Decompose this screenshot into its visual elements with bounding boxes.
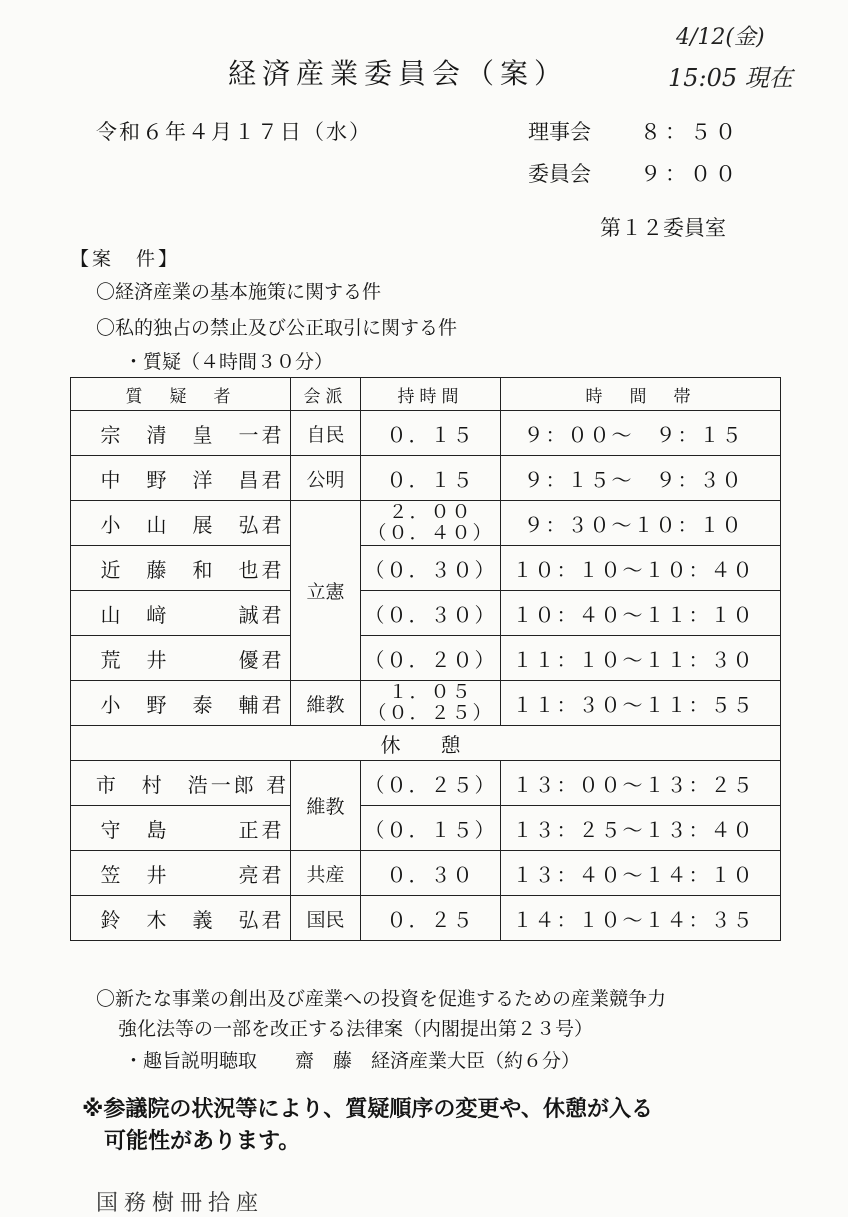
agenda-heading: 【案 件】 [70,248,181,270]
questioning-schedule-table [70,377,781,941]
board-meeting-label: 理事会 [528,120,591,144]
break-row [71,726,781,761]
allotted-time: ０．１５ [361,411,501,456]
committee-label: 委員会 [528,162,591,186]
document-title: 経済産業委員会（案） [228,57,569,90]
header-allotted-time: 持時間 [361,378,501,411]
questioner-name: 市 村 浩一郎 君 [71,761,291,806]
allotted-time-individual: （０．４０） [367,522,494,544]
bill-title-line2: 強化法等の一部を改正する法律案（内閣提出第２３号） [118,1018,594,1040]
party-cell: 自民 [291,411,361,456]
party-cell: 維教 [291,761,361,851]
party-cell: 維教 [291,681,361,726]
handwritten-time: 15:05 現在 [668,64,793,92]
party-cell: 立憲 [291,501,361,681]
table-row [71,411,781,456]
agenda-item: 〇経済産業の基本施策に関する件 [96,281,382,303]
allotted-time: （０．３０） [361,546,501,591]
agenda-item: 〇私的独占の禁止及び公正取引に関する件 [96,317,458,339]
table-row [71,896,781,941]
time-slot: １１：３０～１１：５５ [501,681,781,726]
questioning-label: ・質疑（４時間３０分） [124,351,334,373]
questioner-name: 近 藤 和 也君 [71,546,291,591]
time-slot: １０：１０～１０：４０ [501,546,781,591]
allotted-time: ０．１５ [361,456,501,501]
allotted-time [361,681,501,726]
allotted-time [361,501,501,546]
questioner-name: 小 山 展 弘君 [71,501,291,546]
handwritten-date: 4/12(金) [676,25,765,50]
questioner-name: 小 野 泰 輔君 [71,681,291,726]
header-party: 会派 [291,378,361,411]
questioner-name: 山 﨑 誠君 [71,591,291,636]
allotted-time: （０．２０） [361,636,501,681]
break-label: 休 憩 [71,726,781,761]
notice-line1: ※参議院の状況等により、質疑順序の変更や、休憩が入る [82,1097,653,1122]
allotted-time-total: ２．００ [388,501,473,523]
time-slot: ９：３０～１０：１０ [501,501,781,546]
time-slot: １４：１０～１４：３５ [501,896,781,941]
table-row [71,761,781,806]
allotted-time-total: １．０５ [388,681,473,703]
cut-off-footer-text: 国務樹冊拾座 [96,1191,265,1216]
time-slot: １３：００～１３：２５ [501,761,781,806]
notice-line2: 可能性があります。 [104,1129,301,1154]
questioner-name: 守 島 正君 [71,806,291,851]
questioner-name: 笠 井 亮君 [71,851,291,896]
questioner-name: 荒 井 優君 [71,636,291,681]
bill-explanation: ・趣旨説明聴取 齋 藤 経済産業大臣（約６分） [124,1050,581,1072]
allotted-time: （０．３０） [361,591,501,636]
time-slot: １３：２５～１３：４０ [501,806,781,851]
table-row [71,546,781,591]
questioner-name: 鈴 木 義 弘君 [71,896,291,941]
bill-title-line1: 〇新たな事業の創出及び産業への投資を促進するための産業競争力 [96,988,667,1010]
party-cell: 公明 [291,456,361,501]
meeting-date: 令和６年４月１７日（水） [96,120,372,144]
questioner-name: 宗 清 皇 一君 [71,411,291,456]
time-slot: １１：１０～１１：３０ [501,636,781,681]
allotted-time: ０．２５ [361,896,501,941]
time-slot: １０：４０～１１：１０ [501,591,781,636]
table-row [71,591,781,636]
table-row [71,806,781,851]
header-time-slot: 時 間 帯 [501,378,781,411]
allotted-time: （０．２５） [361,761,501,806]
allotted-time-individual: （０．２５） [367,702,494,724]
party-cell: 国民 [291,896,361,941]
party-cell: 共産 [291,851,361,896]
table-row [71,501,781,546]
questioner-name: 中 野 洋 昌君 [71,456,291,501]
meeting-room: 第１２委員室 [600,216,726,240]
table-row [71,456,781,501]
allotted-time: ０．３０ [361,851,501,896]
table-row [71,636,781,681]
time-slot: ９：００～ ９：１５ [501,411,781,456]
board-meeting-time: ８：５０ [640,120,740,144]
time-slot: １３：４０～１４：１０ [501,851,781,896]
table-header-row [71,378,781,411]
table-row [71,681,781,726]
committee-time: ９：００ [640,162,740,186]
table-row [71,851,781,896]
time-slot: ９：１５～ ９：３０ [501,456,781,501]
allotted-time: （０．１５） [361,806,501,851]
header-questioner: 質 疑 者 [71,378,291,411]
